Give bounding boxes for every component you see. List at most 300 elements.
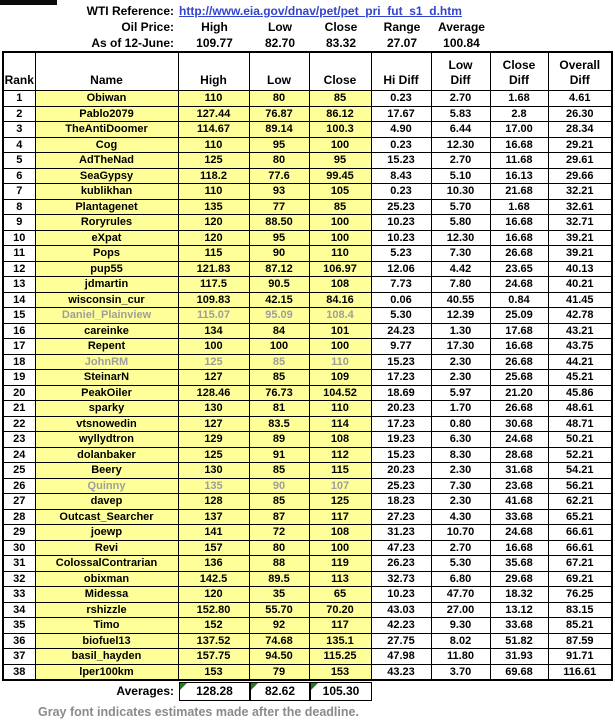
cell-low_diff: 12.30 — [431, 230, 490, 246]
cell-close_diff: 31.68 — [490, 463, 548, 479]
average-close-cell — [310, 682, 372, 701]
table-row — [3, 401, 612, 417]
cell-hi_diff: 17.23 — [371, 370, 431, 386]
cell-overall_diff: 69.21 — [548, 571, 612, 587]
cell-high: 135 — [178, 478, 249, 494]
cell-low: 77 — [249, 199, 309, 215]
cell-rank: 10 — [3, 230, 35, 246]
cell-name: Pablo2079 — [35, 106, 178, 122]
cell-low: 87 — [249, 509, 309, 525]
cell-low_diff: 4.42 — [431, 261, 490, 277]
cell-overall_diff: 32.21 — [548, 184, 612, 200]
cell-name: PeakOiler — [35, 385, 178, 401]
cell-low: 80 — [249, 540, 309, 556]
cell-rank: 38 — [3, 664, 35, 680]
cell-low: 89.5 — [249, 571, 309, 587]
average-high-cell — [179, 682, 250, 701]
cell-high: 115 — [178, 246, 249, 262]
cell-name: eXpat — [35, 230, 178, 246]
cell-name: Midessa — [35, 587, 178, 603]
cell-overall_diff: 48.71 — [548, 416, 612, 432]
cell-low_diff: 27.00 — [431, 602, 490, 618]
table-row — [3, 633, 612, 649]
cell-low_diff: 10.70 — [431, 525, 490, 541]
cell-close_diff: 17.00 — [490, 122, 548, 138]
prediction-table — [2, 51, 613, 681]
cell-low: 94.50 — [249, 649, 309, 665]
cell-close: 117 — [309, 509, 371, 525]
cell-close: 85 — [309, 91, 371, 107]
cell-close_diff: 35.68 — [490, 556, 548, 572]
cell-hi_diff: 43.23 — [371, 664, 431, 680]
cell-hi_diff: 15.23 — [371, 354, 431, 370]
cell-low_diff: 2.30 — [431, 370, 490, 386]
cell-close: 108.4 — [309, 308, 371, 324]
cell-overall_diff: 41.45 — [548, 292, 612, 308]
cell-low_diff: 47.70 — [431, 587, 490, 603]
cell-close: 109 — [309, 370, 371, 386]
cell-close_diff: 26.68 — [490, 246, 548, 262]
table-row — [3, 137, 612, 153]
cell-hi_diff: 25.23 — [371, 199, 431, 215]
cell-rank: 30 — [3, 540, 35, 556]
table-row — [3, 261, 612, 277]
cell-high: 142.5 — [178, 571, 249, 587]
cell-hi_diff: 10.23 — [371, 230, 431, 246]
cell-close: 108 — [309, 277, 371, 293]
cell-low_diff: 5.97 — [431, 385, 490, 401]
cell-name: sparky — [35, 401, 178, 417]
averages-label: Averages: — [116, 684, 174, 698]
cell-close: 106.97 — [309, 261, 371, 277]
cell-high: 153 — [178, 664, 249, 680]
cell-overall_diff: 65.21 — [548, 509, 612, 525]
table-row — [3, 432, 612, 448]
cell-close_diff: 26.68 — [490, 354, 548, 370]
cell-low: 89 — [249, 432, 309, 448]
cell-rank: 12 — [3, 261, 35, 277]
price-value-high: 109.77 — [196, 36, 233, 50]
cell-high: 100 — [178, 339, 249, 355]
cell-high: 120 — [178, 587, 249, 603]
cell-name: joewp — [35, 525, 178, 541]
cell-hi_diff: 15.23 — [371, 447, 431, 463]
table-row — [3, 385, 612, 401]
cell-high: 125 — [178, 153, 249, 169]
cell-low: 79 — [249, 664, 309, 680]
cell-close: 95 — [309, 153, 371, 169]
table-row — [3, 122, 612, 138]
cell-overall_diff: 66.61 — [548, 525, 612, 541]
cell-low_diff: 12.39 — [431, 308, 490, 324]
cell-high: 125 — [178, 447, 249, 463]
table-row — [3, 587, 612, 603]
table-row — [3, 571, 612, 587]
cell-overall_diff: 83.15 — [548, 602, 612, 618]
cell-overall_diff: 39.21 — [548, 246, 612, 262]
cell-hi_diff: 10.23 — [371, 587, 431, 603]
cell-low_diff: 7.80 — [431, 277, 490, 293]
cell-low_diff: 7.30 — [431, 246, 490, 262]
cell-high: 115.07 — [178, 308, 249, 324]
cell-close_diff: 16.68 — [490, 540, 548, 556]
cell-low: 90 — [249, 478, 309, 494]
table-row — [3, 106, 612, 122]
cell-hi_diff: 27.75 — [371, 633, 431, 649]
cell-overall_diff: 42.78 — [548, 308, 612, 324]
cell-low_diff: 8.02 — [431, 633, 490, 649]
price-col-high: High — [201, 20, 228, 34]
cell-name: davep — [35, 494, 178, 510]
cell-low: 35 — [249, 587, 309, 603]
cell-low: 85 — [249, 494, 309, 510]
cell-close_diff: 30.68 — [490, 416, 548, 432]
cell-name: rshizzle — [35, 602, 178, 618]
cell-name: wisconsin_cur — [35, 292, 178, 308]
cell-high: 137.52 — [178, 633, 249, 649]
cell-name: JohnRM — [35, 354, 178, 370]
cell-low: 88 — [249, 556, 309, 572]
cell-close: 153 — [309, 664, 371, 680]
cell-hi_diff: 5.23 — [371, 246, 431, 262]
cell-close_diff: 23.68 — [490, 478, 548, 494]
cell-low_diff: 2.30 — [431, 354, 490, 370]
cell-low: 85 — [249, 370, 309, 386]
cell-overall_diff: 54.21 — [548, 463, 612, 479]
deadline-note: Gray font indicates estimates made after the deadline. — [38, 705, 359, 719]
table-row — [3, 246, 612, 262]
cell-rank: 25 — [3, 463, 35, 479]
cell-close: 125 — [309, 494, 371, 510]
cell-rank: 17 — [3, 339, 35, 355]
cell-high: 127 — [178, 416, 249, 432]
cell-rank: 1 — [3, 91, 35, 107]
cell-low_diff: 2.30 — [431, 494, 490, 510]
cell-hi_diff: 9.77 — [371, 339, 431, 355]
cell-low_diff: 3.70 — [431, 664, 490, 680]
cell-low_diff: 8.30 — [431, 447, 490, 463]
cell-name: jdmartin — [35, 277, 178, 293]
column-header-close_diff: Close Diff — [490, 52, 548, 91]
cell-low_diff: 2.30 — [431, 463, 490, 479]
cell-close_diff: 33.68 — [490, 618, 548, 634]
cell-name: obixman — [35, 571, 178, 587]
cell-close: 100 — [309, 215, 371, 231]
cell-hi_diff: 12.06 — [371, 261, 431, 277]
column-header-low: Low — [249, 52, 309, 91]
cell-high: 110 — [178, 137, 249, 153]
table-body — [3, 91, 612, 681]
cell-low: 89.14 — [249, 122, 309, 138]
reference-line — [0, 3, 615, 19]
table-row — [3, 540, 612, 556]
cell-close: 100 — [309, 230, 371, 246]
cell-hi_diff: 19.23 — [371, 432, 431, 448]
cell-close: 110 — [309, 354, 371, 370]
cell-rank: 7 — [3, 184, 35, 200]
table-row — [3, 618, 612, 634]
cell-close_diff: 21.68 — [490, 184, 548, 200]
table-row — [3, 354, 612, 370]
cell-low: 95 — [249, 137, 309, 153]
cell-close: 115.25 — [309, 649, 371, 665]
cell-low: 95 — [249, 230, 309, 246]
cell-low_diff: 7.30 — [431, 478, 490, 494]
cell-high: 110 — [178, 184, 249, 200]
cell-close: 86.12 — [309, 106, 371, 122]
cell-low: 72 — [249, 525, 309, 541]
cell-rank: 29 — [3, 525, 35, 541]
cell-low: 76.87 — [249, 106, 309, 122]
cell-rank: 28 — [3, 509, 35, 525]
cell-overall_diff: 62.21 — [548, 494, 612, 510]
cell-name: careinke — [35, 323, 178, 339]
cell-high: 130 — [178, 401, 249, 417]
cell-name: TheAntiDoomer — [35, 122, 178, 138]
cell-close_diff: 0.84 — [490, 292, 548, 308]
price-value-average: 100.84 — [443, 36, 480, 50]
cell-overall_diff: 91.71 — [548, 649, 612, 665]
cell-rank: 37 — [3, 649, 35, 665]
cell-close: 105 — [309, 184, 371, 200]
cell-close_diff: 24.68 — [490, 525, 548, 541]
cell-name: SeaGypsy — [35, 168, 178, 184]
cell-low: 92 — [249, 618, 309, 634]
cell-close_diff: 24.68 — [490, 277, 548, 293]
cell-overall_diff: 76.25 — [548, 587, 612, 603]
cell-close_diff: 21.20 — [490, 385, 548, 401]
cell-low_diff: 6.80 — [431, 571, 490, 587]
cell-overall_diff: 67.21 — [548, 556, 612, 572]
cell-low: 95.09 — [249, 308, 309, 324]
table-row — [3, 509, 612, 525]
cell-high: 141 — [178, 525, 249, 541]
cell-low_diff: 40.55 — [431, 292, 490, 308]
cell-overall_diff: 85.21 — [548, 618, 612, 634]
cell-close: 70.20 — [309, 602, 371, 618]
cell-rank: 27 — [3, 494, 35, 510]
reference-label: WTI Reference: — [86, 4, 174, 18]
cell-low_diff: 10.30 — [431, 184, 490, 200]
cell-close: 99.45 — [309, 168, 371, 184]
cell-low: 93 — [249, 184, 309, 200]
cell-hi_diff: 17.67 — [371, 106, 431, 122]
cell-close: 100 — [309, 137, 371, 153]
cell-low_diff: 5.80 — [431, 215, 490, 231]
cell-hi_diff: 17.23 — [371, 416, 431, 432]
cell-high: 114.67 — [178, 122, 249, 138]
price-col-average: Average — [438, 20, 485, 34]
cell-name: Beery — [35, 463, 178, 479]
cell-hi_diff: 20.23 — [371, 401, 431, 417]
cell-rank: 36 — [3, 633, 35, 649]
cell-high: 127 — [178, 370, 249, 386]
cell-low: 74.68 — [249, 633, 309, 649]
cell-overall_diff: 56.21 — [548, 478, 612, 494]
cell-name: ColossalContrarian — [35, 556, 178, 572]
cell-close_diff: 51.82 — [490, 633, 548, 649]
cell-rank: 8 — [3, 199, 35, 215]
table-row — [3, 525, 612, 541]
cell-rank: 3 — [3, 122, 35, 138]
column-header-rank: Rank — [3, 52, 35, 91]
cell-close: 107 — [309, 478, 371, 494]
cell-low_diff: 1.70 — [431, 401, 490, 417]
cell-close_diff: 1.68 — [490, 91, 548, 107]
cell-low_diff: 5.70 — [431, 199, 490, 215]
cell-low: 90 — [249, 246, 309, 262]
cell-rank: 20 — [3, 385, 35, 401]
cell-close: 135.1 — [309, 633, 371, 649]
cell-rank: 24 — [3, 447, 35, 463]
cell-overall_diff: 28.34 — [548, 122, 612, 138]
table-row — [3, 556, 612, 572]
cell-high: 136 — [178, 556, 249, 572]
cell-low: 77.6 — [249, 168, 309, 184]
cell-name: AdTheNad — [35, 153, 178, 169]
column-header-low_diff: Low Diff — [431, 52, 490, 91]
table-header — [3, 52, 612, 91]
cell-low_diff: 17.30 — [431, 339, 490, 355]
cell-rank: 4 — [3, 137, 35, 153]
cell-hi_diff: 0.06 — [371, 292, 431, 308]
cell-close_diff: 1.68 — [490, 199, 548, 215]
cell-high: 117.5 — [178, 277, 249, 293]
cell-rank: 2 — [3, 106, 35, 122]
cell-low: 80 — [249, 91, 309, 107]
cell-high: 128 — [178, 494, 249, 510]
cell-close: 117 — [309, 618, 371, 634]
cell-low_diff: 2.70 — [431, 153, 490, 169]
cell-close_diff: 16.68 — [490, 215, 548, 231]
table-row — [3, 153, 612, 169]
price-col-range: Range — [383, 20, 421, 34]
averages-row — [2, 682, 615, 701]
cell-high: 134 — [178, 323, 249, 339]
cell-low_diff: 12.30 — [431, 137, 490, 153]
cell-low_diff: 2.70 — [431, 540, 490, 556]
cell-rank: 33 — [3, 587, 35, 603]
cell-rank: 15 — [3, 308, 35, 324]
table-row — [3, 664, 612, 680]
cell-close_diff: 33.68 — [490, 509, 548, 525]
cell-hi_diff: 18.69 — [371, 385, 431, 401]
table-row — [3, 91, 612, 107]
cell-close_diff: 25.68 — [490, 370, 548, 386]
cell-overall_diff: 43.21 — [548, 323, 612, 339]
cell-low: 85 — [249, 354, 309, 370]
cell-name: vtsnowedin — [35, 416, 178, 432]
cell-rank: 32 — [3, 571, 35, 587]
cell-close_diff: 29.68 — [490, 571, 548, 587]
cell-rank: 26 — [3, 478, 35, 494]
cell-close_diff: 23.65 — [490, 261, 548, 277]
cell-close: 85 — [309, 199, 371, 215]
cell-overall_diff: 50.21 — [548, 432, 612, 448]
cell-low_diff: 9.30 — [431, 618, 490, 634]
cell-rank: 34 — [3, 602, 35, 618]
cell-low_diff: 4.30 — [431, 509, 490, 525]
table-row — [3, 230, 612, 246]
cell-rank: 35 — [3, 618, 35, 634]
cell-rank: 6 — [3, 168, 35, 184]
cell-hi_diff: 20.23 — [371, 463, 431, 479]
cell-low: 42.15 — [249, 292, 309, 308]
cell-high: 135 — [178, 199, 249, 215]
cell-high: 152.80 — [178, 602, 249, 618]
cell-hi_diff: 43.03 — [371, 602, 431, 618]
price-value-close: 83.32 — [325, 36, 357, 50]
cell-high: 120 — [178, 215, 249, 231]
cell-name: kublikhan — [35, 184, 178, 200]
cell-low: 88.50 — [249, 215, 309, 231]
average-close-value: 105.30 — [322, 684, 360, 698]
column-header-overall_diff: Overall Diff — [548, 52, 612, 91]
as-of-label: As of 12-June: — [91, 36, 174, 50]
cell-close_diff: 17.68 — [490, 323, 548, 339]
cell-low: 81 — [249, 401, 309, 417]
cell-overall_diff: 45.21 — [548, 370, 612, 386]
cell-overall_diff: 26.30 — [548, 106, 612, 122]
corner-flag-icon — [180, 683, 187, 690]
reference-link[interactable]: http://www.eia.gov/dnav/pet/pet_pri_fut_s1_d.htm — [179, 4, 462, 18]
cell-close_diff: 25.09 — [490, 308, 548, 324]
cell-low: 91 — [249, 447, 309, 463]
cell-close_diff: 69.68 — [490, 664, 548, 680]
cell-rank: 9 — [3, 215, 35, 231]
cell-hi_diff: 5.30 — [371, 308, 431, 324]
table-row — [3, 215, 612, 231]
table-row — [3, 463, 612, 479]
cell-overall_diff: 29.21 — [548, 137, 612, 153]
cell-rank: 23 — [3, 432, 35, 448]
cell-low_diff: 5.10 — [431, 168, 490, 184]
cell-close_diff: 26.68 — [490, 401, 548, 417]
cell-high: 128.46 — [178, 385, 249, 401]
cell-close_diff: 16.68 — [490, 137, 548, 153]
cell-name: Timo — [35, 618, 178, 634]
table-row — [3, 494, 612, 510]
cell-close_diff: 24.68 — [490, 432, 548, 448]
cell-high: 109.83 — [178, 292, 249, 308]
cell-low_diff: 5.83 — [431, 106, 490, 122]
cell-name: SteinarN — [35, 370, 178, 386]
cell-close_diff: 41.68 — [490, 494, 548, 510]
cell-name: biofuel13 — [35, 633, 178, 649]
table-row — [3, 184, 612, 200]
cell-close_diff: 11.68 — [490, 153, 548, 169]
cell-rank: 11 — [3, 246, 35, 262]
cell-close: 119 — [309, 556, 371, 572]
price-value-range: 27.07 — [386, 36, 418, 50]
cell-close_diff: 16.68 — [490, 230, 548, 246]
reference-header — [0, 0, 615, 51]
cell-close: 114 — [309, 416, 371, 432]
cell-rank: 21 — [3, 401, 35, 417]
average-high-value: 128.28 — [196, 684, 233, 698]
cell-low: 76.73 — [249, 385, 309, 401]
cell-rank: 13 — [3, 277, 35, 293]
corner-flag-icon — [251, 683, 258, 690]
cell-low_diff: 11.80 — [431, 649, 490, 665]
cell-high: 125 — [178, 354, 249, 370]
cell-low_diff: 2.70 — [431, 91, 490, 107]
oil-price-line — [0, 19, 615, 35]
cell-high: 130 — [178, 463, 249, 479]
cell-close: 110 — [309, 246, 371, 262]
table-row — [3, 447, 612, 463]
table-row — [3, 323, 612, 339]
